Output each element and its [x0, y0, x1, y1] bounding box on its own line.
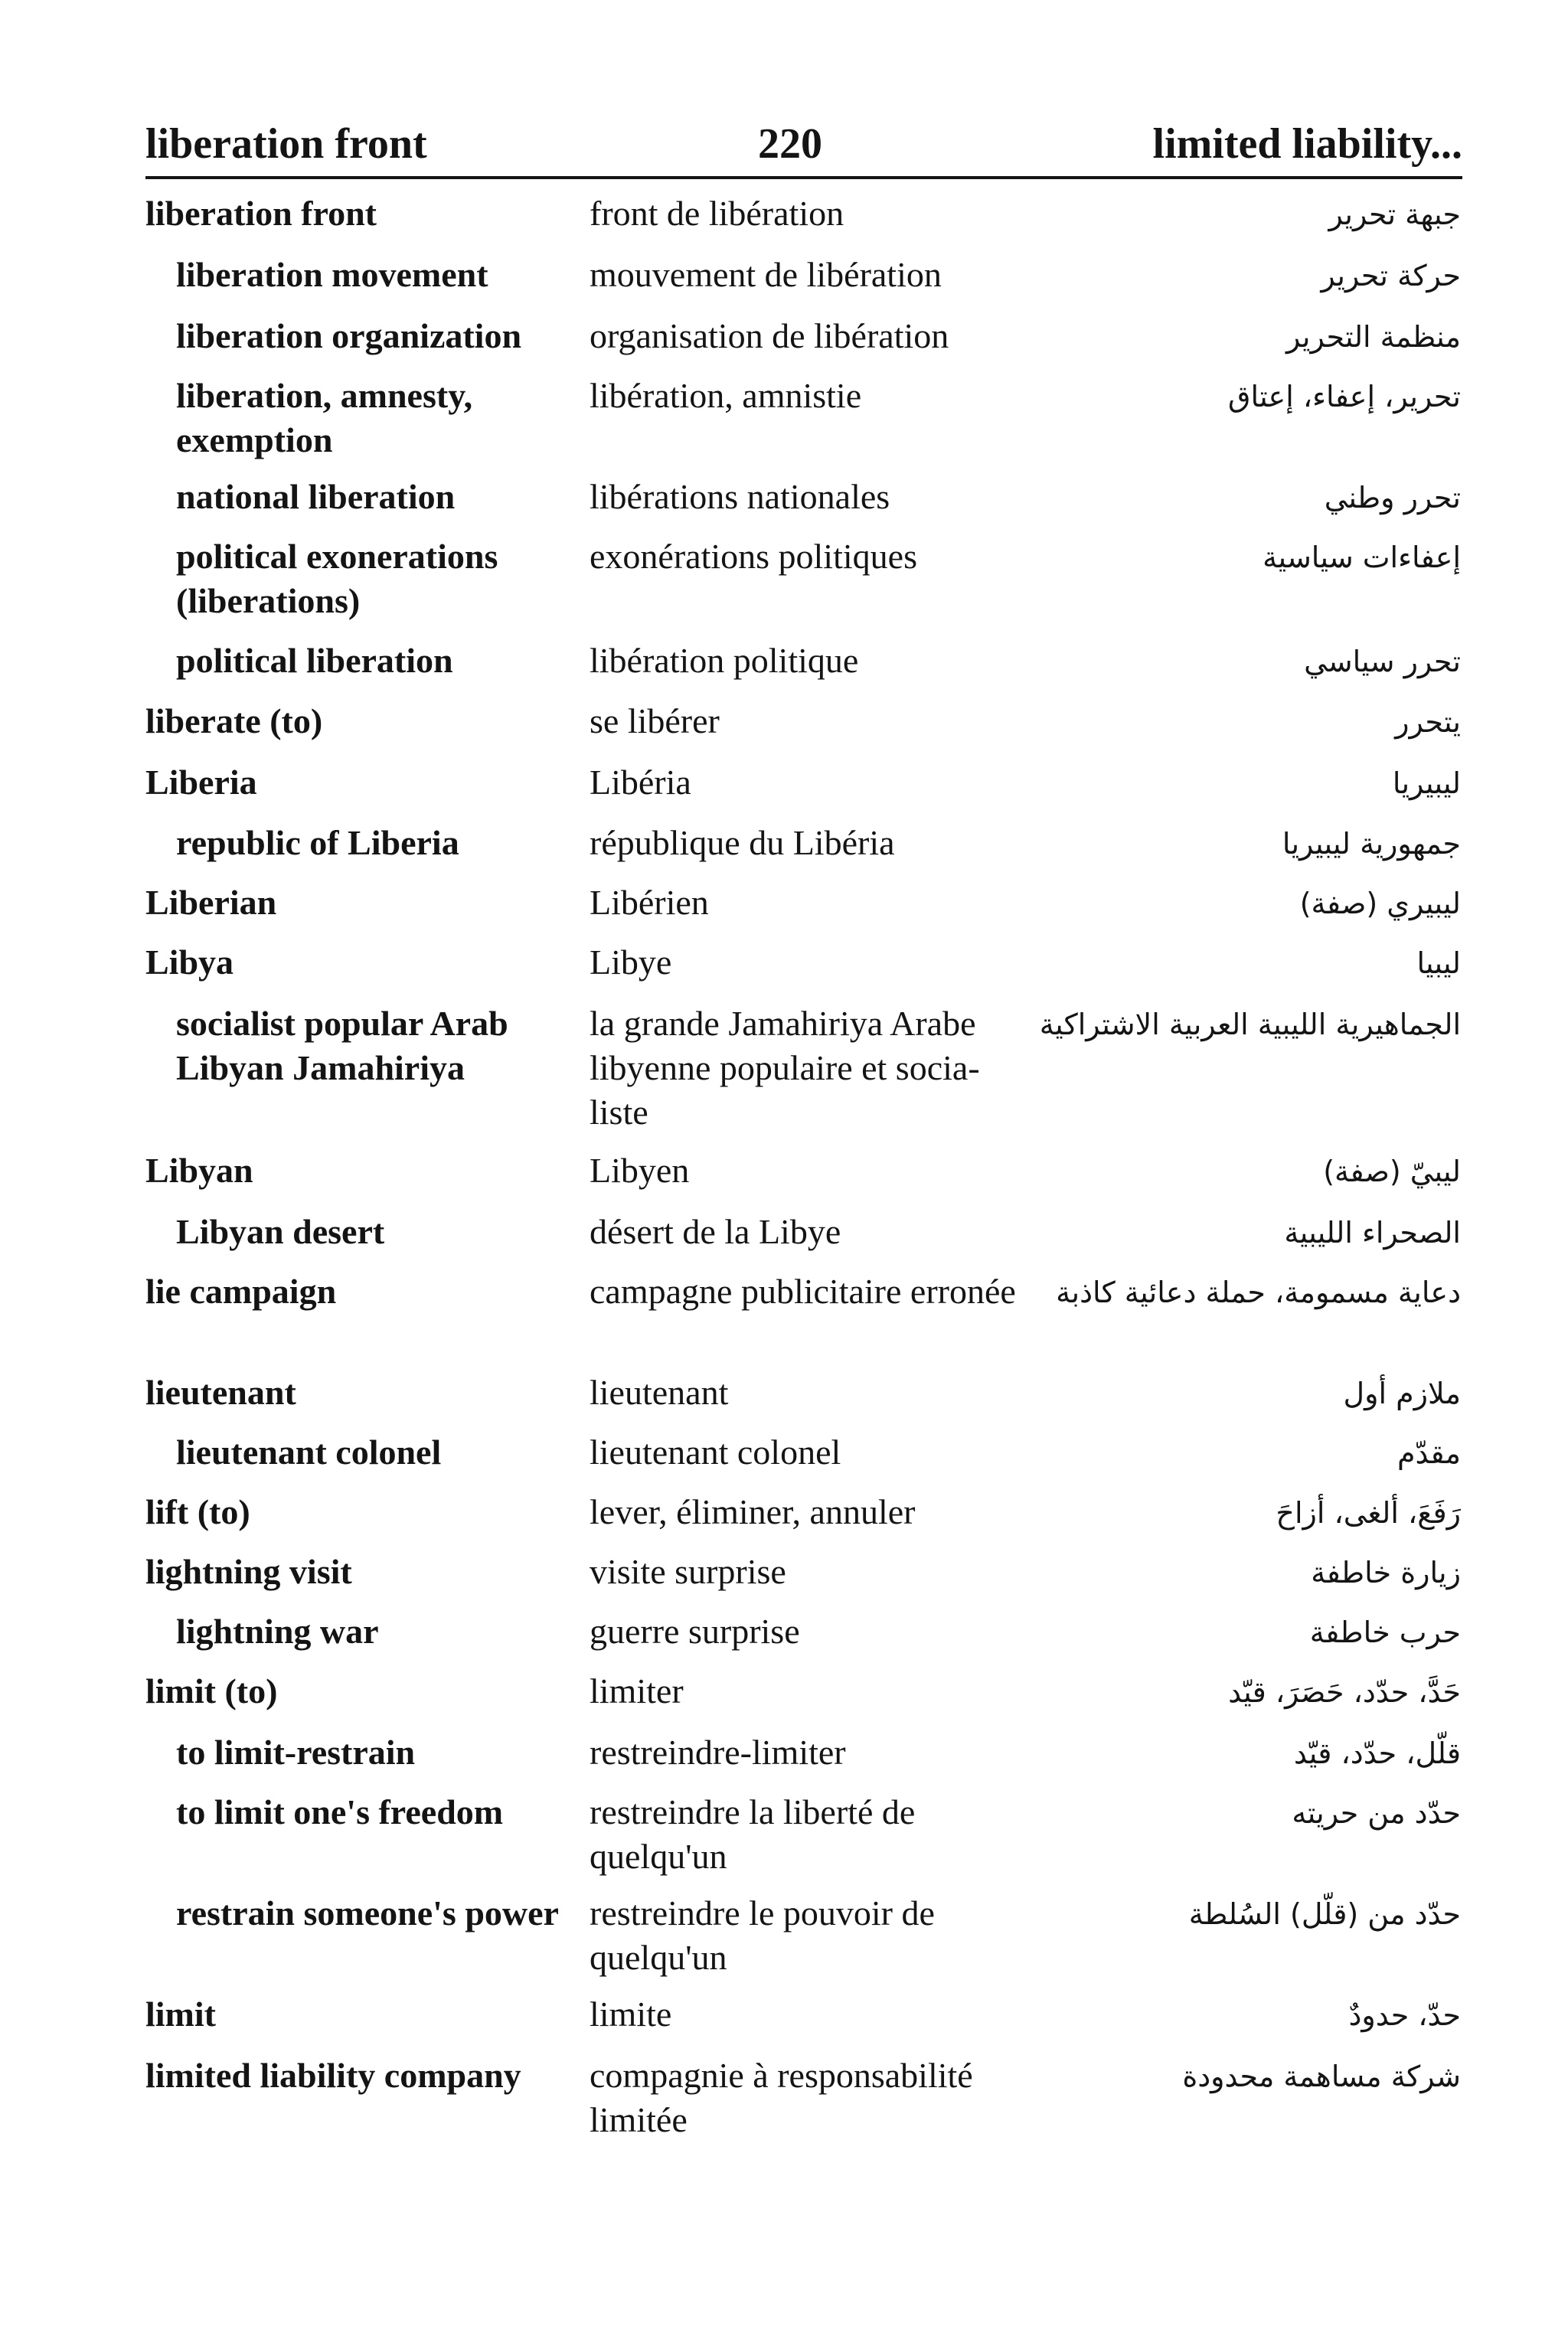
- entry-arabic: دعاية مسمومة، حملة دعائية كاذبة: [1056, 1276, 1461, 1309]
- entry-french: libération, amnistie: [590, 376, 862, 415]
- entry-english: political liberation: [176, 641, 453, 680]
- entry-english: to limit-restrain: [176, 1733, 416, 1772]
- entry-arabic: ليبيري (صفة): [1299, 887, 1461, 920]
- entry-english: to limit one's freedom: [176, 1792, 504, 1831]
- entry-french: organisation de libération: [590, 316, 949, 355]
- entry-french: compagnie à responsabilité limitée: [590, 2056, 973, 2139]
- page-number: 220: [758, 120, 822, 168]
- entry-french: Libérien: [590, 883, 709, 922]
- entry-french: mouvement de libération: [590, 255, 942, 294]
- entry-french: désert de la Libye: [590, 1212, 841, 1251]
- entry-french: lieutenant: [590, 1373, 729, 1412]
- entry-french: limiter: [590, 1671, 684, 1710]
- entry-arabic: شركة مساهمة محدودة: [1182, 2060, 1461, 2093]
- entry-arabic: إعفاءات سياسية: [1263, 541, 1461, 574]
- entry-french: Libye: [590, 943, 672, 982]
- entry-english: lightning war: [176, 1612, 379, 1651]
- entry-arabic: الجماهيرية الليبية العربية الاشتراكية: [1039, 1008, 1461, 1041]
- entry-english: lieutenant: [145, 1373, 296, 1412]
- entry-english: Libyan desert: [176, 1212, 385, 1251]
- entry-arabic: قلّل، حدّد، قيّد: [1293, 1736, 1461, 1770]
- entry-french: Libyen: [590, 1151, 690, 1190]
- entry-arabic: حَدَّ، حدّد، حَصَرَ، قيّد: [1228, 1675, 1461, 1709]
- entry-french: libération politique: [590, 641, 859, 680]
- entry-english: liberation, amnesty, exemption: [176, 376, 473, 459]
- entry-arabic: تحرر سياسي: [1304, 645, 1461, 678]
- entry-english: lie campaign: [145, 1272, 337, 1311]
- header-last-term: limited liability...: [1152, 120, 1462, 168]
- entry-english: lift (to): [145, 1492, 250, 1531]
- entry-english: Libyan: [145, 1151, 253, 1190]
- entry-english: lieutenant colonel: [176, 1433, 442, 1472]
- entry-arabic: حدّد من (قلّل) السُلطة: [1188, 1897, 1461, 1931]
- entry-english: Liberian: [145, 883, 277, 922]
- entry-arabic: زيارة خاطفة: [1311, 1556, 1461, 1589]
- entry-arabic: تحرر وطني: [1324, 481, 1461, 515]
- entry-english: limited liability company: [145, 2056, 521, 2095]
- entry-arabic: حدّد من حريته: [1292, 1796, 1461, 1830]
- header-first-term: liberation front: [145, 120, 427, 168]
- entry-french: guerre surprise: [590, 1612, 800, 1651]
- entry-english: liberation movement: [176, 255, 488, 294]
- entry-english: Liberia: [145, 763, 257, 802]
- entry-english: national liberation: [176, 477, 456, 516]
- entry-french: république du Libéria: [590, 823, 895, 862]
- entry-french: restreindre le pouvoir de quelqu'un: [590, 1893, 935, 1977]
- entry-arabic: جبهة تحرير: [1328, 198, 1461, 231]
- entry-english: limit: [145, 1995, 216, 2034]
- entry-english: liberation organization: [176, 316, 522, 355]
- entry-arabic: رَفَعَ، ألغى، أزاحَ: [1276, 1496, 1461, 1530]
- entry-french: front de libération: [590, 194, 844, 233]
- entry-english: restrain someone's power: [176, 1893, 559, 1933]
- entry-english: liberation front: [145, 194, 377, 233]
- entry-english: lightning visit: [145, 1552, 352, 1591]
- entry-arabic: ليبيا: [1416, 946, 1461, 980]
- entry-french: campagne publicitaire erronée: [590, 1272, 1016, 1311]
- entry-arabic: حدّ، حدودٌ: [1348, 1998, 1461, 2032]
- entry-french: restreindre-limiter: [590, 1733, 846, 1772]
- entry-arabic: الصحراء الليبية: [1284, 1216, 1461, 1250]
- entry-arabic: مقدّم: [1396, 1436, 1461, 1470]
- entry-french: restreindre la liberté de quelqu'un: [590, 1792, 916, 1876]
- entry-french: Libéria: [590, 763, 691, 802]
- entry-arabic: ملازم أول: [1343, 1377, 1461, 1410]
- entry-english: republic of Liberia: [176, 823, 459, 862]
- entry-french: la grande Jamahiriya Arabe libyenne populaire et socia-liste: [590, 1004, 980, 1132]
- entry-arabic: منظمة التحرير: [1285, 320, 1461, 354]
- entry-arabic: حركة تحرير: [1321, 259, 1461, 292]
- entry-french: lever, éliminer, annuler: [590, 1492, 916, 1531]
- entry-english: limit (to): [145, 1671, 278, 1710]
- entry-arabic: ليبيريا: [1392, 766, 1461, 800]
- entry-english: liberate (to): [145, 701, 323, 740]
- entry-french: visite surprise: [590, 1552, 786, 1591]
- entry-french: lieutenant colonel: [590, 1433, 841, 1472]
- entry-arabic: جمهورية ليبيريا: [1282, 827, 1461, 861]
- entry-arabic: تحرير، إعفاء، إعتاق: [1228, 380, 1461, 413]
- entry-english: socialist popular Arab Libyan Jamahiriya: [176, 1004, 508, 1087]
- entry-french: exonérations politiques: [590, 537, 917, 576]
- entry-french: se libérer: [590, 701, 720, 740]
- entry-english: political exonerations (liberations): [176, 537, 498, 620]
- entry-french: libérations nationales: [590, 477, 890, 516]
- entry-arabic: ليبيّ (صفة): [1323, 1155, 1461, 1188]
- entry-french: limite: [590, 1995, 672, 2034]
- entry-english: Libya: [145, 943, 234, 982]
- entry-arabic: حرب خاطفة: [1309, 1616, 1461, 1649]
- entry-arabic: يتحرر: [1395, 705, 1461, 739]
